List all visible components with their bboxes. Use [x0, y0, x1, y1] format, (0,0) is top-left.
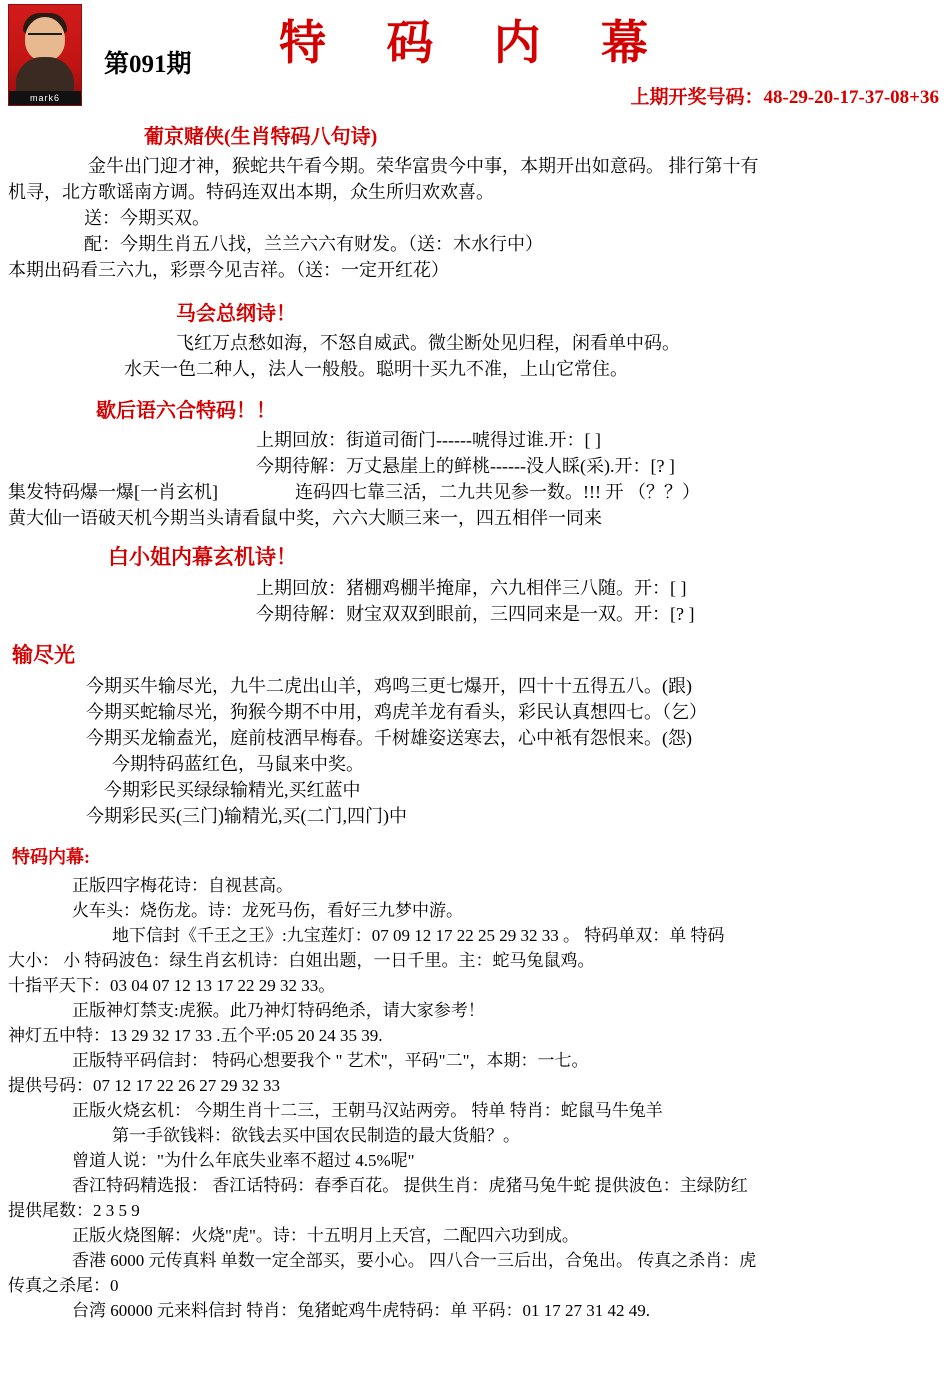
baixiaojie-curr: 今期待解：财宝双双到眼前，三四同来是一双。开：[? ]: [256, 604, 695, 624]
neimu-line-14: 提供尾数：2 3 5 9: [8, 1201, 140, 1220]
section-title-xiehouyu: 歇后语六合特码！！: [96, 400, 276, 422]
neimu-line-6: 正版神灯禁支:虎猴。此乃神灯特码绝杀，请大家参考！: [72, 1001, 485, 1020]
neimu-line-5: 十指平天下：03 04 07 12 13 17 22 29 32 33。: [8, 976, 336, 995]
xiehouyu-prev: 上期回放：街道司衙门------唬得过谁.开：[ ]: [256, 430, 601, 450]
section-title-pujing: 葡京赌侠(生肖特码八句诗): [144, 126, 378, 148]
issue-number: 第091期: [104, 51, 192, 78]
neimu-line-17: 传真之杀尾：0: [8, 1276, 119, 1295]
baixiaojie-prev: 上期回放：猪棚鸡棚半掩扉，六九相伴三八随。开：[ ]: [256, 578, 687, 598]
xiehouyu-right: 连码四七靠三活，二九共见参一数。!!! 开 （？？）: [295, 482, 700, 502]
neimu-line-10: 正版火烧玄机： 今期生肖十二三，王朝马汉站两旁。 特单 特肖：蛇鼠马牛兔羊: [72, 1101, 663, 1120]
shujinguang-line-3: 今期买龙输盍光，庭前枝洒早梅春。千树雄姿送寒去，心中衹有怨恨来。(怨): [86, 728, 692, 748]
neimu-line-7: 神灯五中特：13 29 32 17 33 .五个平:05 20 24 35 39.: [8, 1026, 383, 1045]
page-title: 特 码 内 幕: [278, 16, 671, 71]
section-title-mahui: 马会总纲诗！: [176, 303, 296, 325]
avatar-tag: mark6: [9, 91, 81, 105]
pujing-line-3: 送：今期买双。: [84, 208, 210, 228]
neimu-line-3: 地下信封《千王之王》:九宝莲灯：07 09 12 17 22 25 29 32 33 。 特码单双：单 特码: [112, 926, 725, 945]
neimu-line-1: 正版四字梅花诗：自视甚高。: [72, 876, 293, 895]
pujing-line-2: 机寻，北方歌谣南方调。特码连双出本期，众生所归欢欢喜。: [8, 182, 494, 202]
neimu-line-12: 曾道人说："为什么年底失业率不超过 4.5%呢": [72, 1151, 415, 1170]
neimu-line-4: 大小： 小 特码波色：绿生肖玄机诗：白姐出题，一日千里。主：蛇马兔鼠鸡。: [8, 951, 595, 970]
shujinguang-line-5: 今期彩民买绿绿输精光,买红蓝中: [104, 780, 361, 800]
xiehouyu-last: 黄大仙一语破天机今期当头请看鼠中奖，六六大顺三来一，四五相伴一同来: [8, 508, 602, 528]
section-title-baixiaojie: 白小姐内幕玄机诗！: [108, 545, 297, 569]
shujinguang-line-4: 今期特码蓝红色，马鼠来中奖。: [112, 754, 364, 774]
shujinguang-line-2: 今期买蛇输尽光，狗猴今期不中用，鸡虎羊龙有看头，彩民认真想四七。（乞）: [86, 702, 707, 722]
neimu-line-8: 正版特平码信封： 特码心想要我个 " 艺术"，平码"二"，本期：一七。: [72, 1051, 589, 1070]
page-header: [0, 0, 949, 118]
neimu-line-15: 正版火烧图解：火烧"虎"。诗：十五明月上天宫，二配四六功到成。: [72, 1226, 579, 1245]
pujing-line-4: 配：今期生肖五八找，兰兰六六有财发。（送：木水行中）: [84, 234, 543, 254]
neimu-line-9: 提供号码：07 12 17 22 26 27 29 32 33: [8, 1076, 280, 1095]
neimu-line-18: 台湾 60000 元来料信封 特肖：兔猪蛇鸡牛虎特码：单 平码：01 17 27 31 42 49.: [72, 1301, 650, 1320]
neimu-line-13: 香江特码精选报： 香江话特码：春季百花。 提供生肖：虎猪马兔牛蛇 提供波色：主绿防红: [72, 1176, 748, 1195]
shujinguang-line-1: 今期买牛输尽光，九牛二虎出山羊，鸡鸣三更七爆开，四十十五得五八。(跟): [86, 676, 692, 696]
pujing-line-1: 金牛出门迎才神，猴蛇共午看今期。荣华富贵今中事，本期开出如意码。 排行第十有: [88, 156, 759, 176]
mahui-line-1: 飞红万点愁如海，不怒自威武。微尘断处见归程，闲看单中码。: [176, 333, 680, 353]
section-title-temaneimu: 特码内幕:: [12, 847, 90, 867]
pujing-line-5: 本期出码看三六九，彩票今见吉祥。（送：一定开红花）: [8, 260, 449, 280]
temaneimu-body: [8, 873, 941, 1323]
xiehouyu-left: 集发特码爆一爆[一肖玄机]: [8, 482, 218, 502]
last-draw-numbers: 上期开奖号码：48-29-20-17-37-08+36: [630, 87, 939, 108]
neimu-line-2: 火车头：烧伤龙。诗：龙死马伤，看好三九梦中游。: [72, 901, 463, 920]
section-title-shujinguang: 输尽光: [12, 643, 75, 667]
neimu-line-11: 第一手欲钱料：欲钱去买中国农民制造的最大货船？。: [112, 1126, 520, 1145]
xiehouyu-curr: 今期待解：万丈悬崖上的鲜桃------没人睬(采).开：[? ]: [256, 456, 675, 476]
neimu-line-16: 香港 6000 元传真料 单数一定全部买，要小心。 四八合一三后出，合兔出。 传真之杀肖：虎: [72, 1251, 757, 1270]
xiehouyu-row: [8, 479, 941, 505]
mahui-line-2: 水天一色二种人，法人一般般。聪明十买九不准，上山它常住。: [124, 359, 628, 379]
shujinguang-line-6: 今期彩民买(三门)输精光,买(二门,四门)中: [86, 806, 407, 826]
